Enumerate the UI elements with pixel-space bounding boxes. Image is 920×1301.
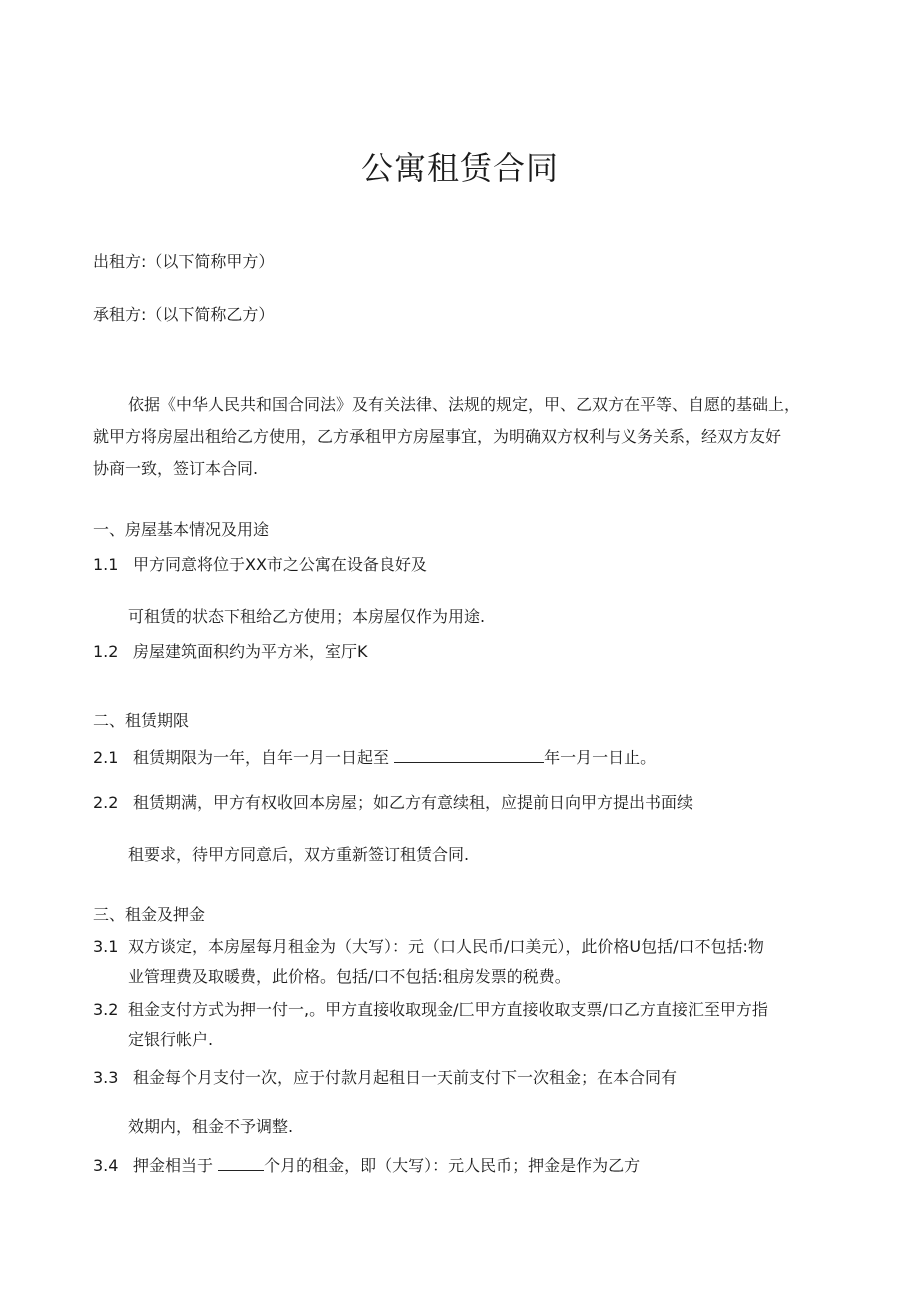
clause-number: 3.1 — [93, 937, 119, 956]
preamble-line-1: 依据《中华人民共和国合同法》及有关法律、法规的规定，甲、乙双方在平等、自愿的基础上， — [128, 395, 801, 414]
lessor-line: 出租方:（以下简称甲方） — [93, 252, 275, 271]
section-3-heading: 三、租金及押金 — [93, 905, 206, 924]
lessee-line: 承租方:（以下简称乙方） — [93, 305, 275, 324]
preamble-line-3: 协商一致，签订本合同. — [93, 459, 259, 478]
clause-number: 3.2 — [93, 1000, 119, 1019]
clause-1-1-cont: 可租赁的状态下租给乙方使用；本房屋仅作为用途. — [128, 607, 486, 626]
clause-number: 3.4 — [93, 1156, 119, 1175]
clause-text: 租金支付方式为押一付一,。甲方直接收取现金/匚甲方直接收取支票/口乙方直接汇至甲方指 — [128, 1000, 768, 1019]
clause-text: 甲方同意将位于XX市之公寓在设备良好及 — [133, 555, 427, 574]
clause-2-2 — [93, 791, 693, 815]
clause-text: 年一月一日止。 — [544, 748, 657, 767]
clause-3-1 — [93, 935, 764, 959]
clause-1-2 — [93, 640, 368, 664]
clause-3-2-cont: 定银行帐户. — [128, 1030, 214, 1049]
clause-3-3-cont: 效期内，租金不予调整. — [128, 1117, 294, 1136]
clause-number: 2.2 — [93, 793, 119, 812]
clause-text: 押金相当于 — [133, 1156, 214, 1175]
document-title: 公寓租赁合同 — [360, 149, 559, 188]
section-1-heading: 一、房屋基本情况及用途 — [93, 520, 270, 539]
clause-number: 1.1 — [93, 555, 119, 574]
clause-text: 个月的租金，即（大写）：元人民币；押金是作为乙方 — [264, 1156, 641, 1175]
clause-3-1-cont: 业管理费及取暖费，此价格。包括/口不包括:租房发票的税费。 — [128, 967, 571, 986]
clause-number: 2.1 — [93, 748, 119, 767]
clause-3-3 — [93, 1066, 677, 1090]
preamble-line-2: 就甲方将房屋出租给乙方使用，乙方承租甲方房屋事宜，为明确双方权利与义务关系，经双方友好 — [93, 427, 782, 446]
clause-text: 双方谈定，本房屋每月租金为（大写）：元（口人民币/口美元），此价格U包括/口不包括:物 — [128, 937, 764, 956]
clause-number: 3.3 — [93, 1068, 119, 1087]
fill-in-blank — [218, 1153, 264, 1171]
clause-text: 房屋建筑面积约为平方米，室厅K — [133, 642, 368, 661]
clause-2-1 — [93, 745, 656, 770]
clause-text: 租赁期限为一年，自年一月一日起至 — [133, 748, 390, 767]
fill-in-blank — [394, 745, 544, 763]
clause-text: 租金每个月支付一次，应于付款月起租日一天前支付下一次租金；在本合同有 — [133, 1068, 678, 1087]
clause-3-4 — [93, 1153, 640, 1178]
clause-2-2-cont: 租要求，待甲方同意后，双方重新签订租赁合同. — [128, 845, 470, 864]
clause-3-2 — [93, 998, 768, 1022]
clause-1-1 — [93, 553, 427, 577]
clause-number: 1.2 — [93, 642, 119, 661]
section-2-heading: 二、租赁期限 — [93, 711, 190, 730]
clause-text: 租赁期满，甲方有权收回本房屋；如乙方有意续租，应提前日向甲方提出书面续 — [133, 793, 694, 812]
